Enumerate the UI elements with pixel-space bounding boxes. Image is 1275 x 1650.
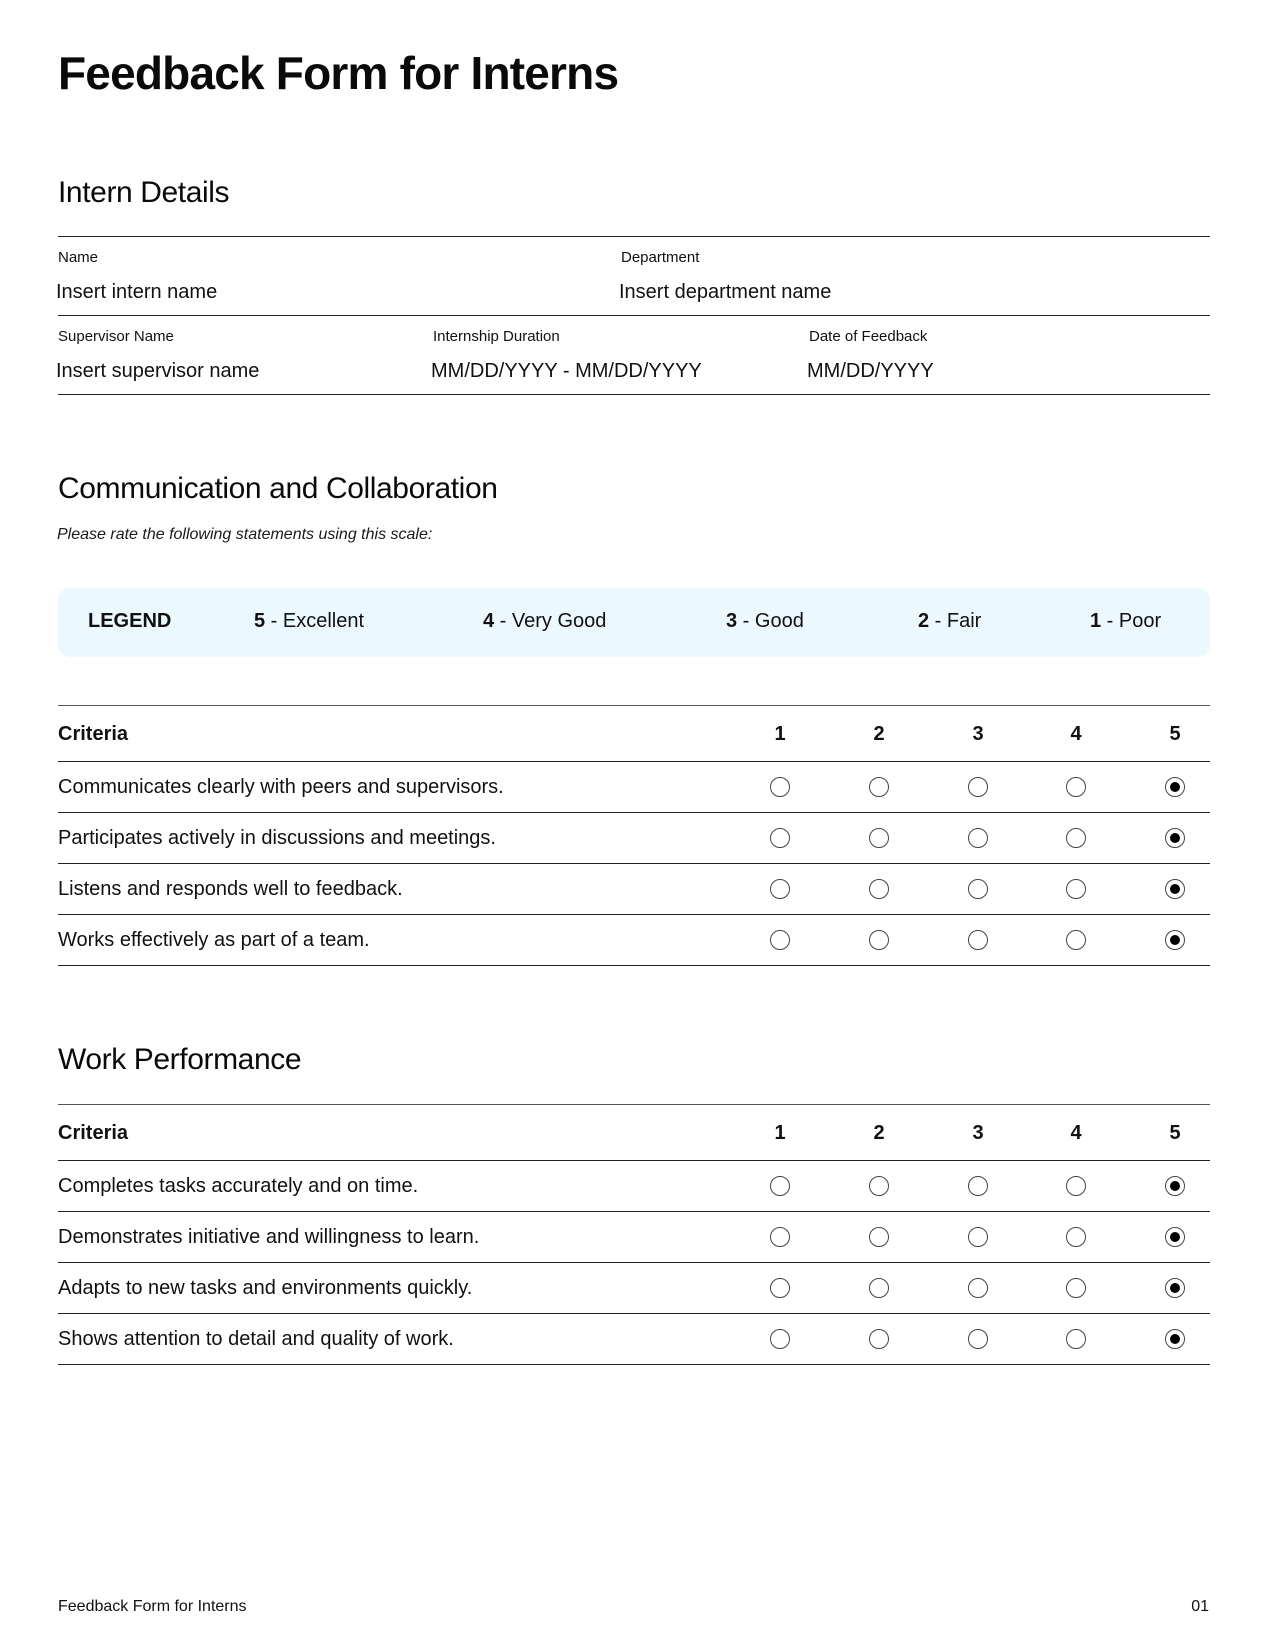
rating-radio-2[interactable] [869, 1227, 889, 1247]
communication-rating-table [58, 705, 1210, 966]
column-header-4: 4 [1070, 1122, 1082, 1144]
rating-radio-1[interactable] [770, 1278, 790, 1298]
rating-radio-4[interactable] [1066, 1278, 1086, 1298]
footer-title: Feedback Form for Interns [58, 1598, 247, 1615]
legend-label: - Fair [929, 610, 982, 632]
rating-radio-5[interactable] [1165, 930, 1185, 950]
rating-instructions: Please rate the following statements using this scale: [57, 526, 433, 543]
column-header-2: 2 [873, 1122, 885, 1144]
table-row [58, 813, 1210, 864]
rating-radio-2[interactable] [869, 879, 889, 899]
rating-radio-3[interactable] [968, 777, 988, 797]
rating-radio-4[interactable] [1066, 1227, 1086, 1247]
date-value[interactable]: MM/DD/YYYY [807, 360, 934, 382]
rating-radio-5[interactable] [1165, 777, 1185, 797]
duration-value[interactable]: MM/DD/YYYY - MM/DD/YYYY [431, 360, 702, 382]
rating-radio-1[interactable] [770, 828, 790, 848]
rating-radio-1[interactable] [770, 1176, 790, 1196]
column-header-5: 5 [1169, 1122, 1181, 1144]
communication-heading: Communication and Collaboration [58, 472, 498, 505]
table-header [58, 1105, 1210, 1161]
rating-radio-5[interactable] [1165, 1278, 1185, 1298]
rating-radio-4[interactable] [1066, 930, 1086, 950]
rating-radio-2[interactable] [869, 828, 889, 848]
work-performance-rating-table [58, 1104, 1210, 1365]
legend-score: 2 [918, 610, 930, 632]
legend-title: LEGEND [88, 610, 172, 632]
intern-details-table [58, 236, 1210, 395]
name-value[interactable]: Insert intern name [56, 281, 218, 303]
criteria-header: Criteria [58, 1122, 129, 1144]
legend-score: 3 [726, 610, 738, 632]
table-row [58, 1161, 1210, 1212]
rating-radio-2[interactable] [869, 1176, 889, 1196]
rating-radio-2[interactable] [869, 1329, 889, 1349]
table-row [58, 915, 1210, 966]
rating-radio-2[interactable] [869, 1278, 889, 1298]
table-row [58, 762, 1210, 813]
criterion-text: Demonstrates initiative and willingness to learn. [58, 1226, 480, 1248]
rating-radio-5[interactable] [1165, 1329, 1185, 1349]
legend-item-2 [918, 610, 981, 633]
rating-radio-3[interactable] [968, 1278, 988, 1298]
rating-radio-4[interactable] [1066, 1329, 1086, 1349]
rating-radio-5[interactable] [1165, 828, 1185, 848]
supervisor-value[interactable]: Insert supervisor name [56, 360, 260, 382]
legend-label: - Poor [1101, 610, 1162, 632]
rating-radio-1[interactable] [770, 1227, 790, 1247]
criterion-text: Listens and responds well to feedback. [58, 878, 403, 900]
criterion-text: Adapts to new tasks and environments quickly. [58, 1277, 473, 1299]
table-row [58, 1263, 1210, 1314]
column-header-5: 5 [1169, 723, 1181, 745]
table-row [58, 1314, 1210, 1365]
rating-radio-3[interactable] [968, 1329, 988, 1349]
legend-item-4 [483, 610, 606, 633]
rating-radio-4[interactable] [1066, 828, 1086, 848]
intern-details-heading: Intern Details [58, 176, 230, 209]
rating-radio-1[interactable] [770, 930, 790, 950]
rating-radio-1[interactable] [770, 777, 790, 797]
criterion-text: Works effectively as part of a team. [58, 929, 370, 951]
criteria-header: Criteria [58, 723, 129, 745]
table-row [58, 864, 1210, 915]
department-label: Department [621, 249, 700, 266]
legend-item-3 [726, 610, 804, 633]
legend-item-1 [1090, 610, 1161, 633]
legend-score: 4 [483, 610, 495, 632]
duration-label: Internship Duration [433, 328, 560, 345]
legend-score: 1 [1090, 610, 1102, 632]
column-header-1: 1 [774, 723, 786, 745]
rating-radio-5[interactable] [1165, 1176, 1185, 1196]
legend-label: - Good [737, 610, 804, 632]
rating-radio-4[interactable] [1066, 879, 1086, 899]
department-value[interactable]: Insert department name [619, 281, 832, 303]
table-row [58, 1212, 1210, 1263]
rating-radio-3[interactable] [968, 1227, 988, 1247]
legend-label: - Excellent [265, 610, 365, 632]
name-label: Name [58, 249, 99, 266]
rating-radio-2[interactable] [869, 930, 889, 950]
rating-radio-1[interactable] [770, 1329, 790, 1349]
column-header-4: 4 [1070, 723, 1082, 745]
document-title: Feedback Form for Interns [58, 47, 619, 99]
rating-radio-5[interactable] [1165, 879, 1185, 899]
legend-label: - Very Good [494, 610, 607, 632]
legend-item-5 [254, 610, 364, 633]
criterion-text: Shows attention to detail and quality of work. [58, 1328, 454, 1350]
rating-radio-3[interactable] [968, 828, 988, 848]
rating-radio-3[interactable] [968, 1176, 988, 1196]
details-row-2 [58, 316, 1210, 395]
rating-radio-1[interactable] [770, 879, 790, 899]
work-performance-heading: Work Performance [58, 1043, 302, 1076]
rating-radio-5[interactable] [1165, 1227, 1185, 1247]
rating-radio-3[interactable] [968, 879, 988, 899]
criterion-text: Participates actively in discussions and meetings. [58, 827, 496, 849]
details-row-1 [58, 237, 1210, 316]
supervisor-label: Supervisor Name [58, 328, 174, 345]
column-header-3: 3 [972, 1122, 984, 1144]
rating-legend [58, 588, 1210, 657]
rating-radio-2[interactable] [869, 777, 889, 797]
page-number: 01 [1191, 1598, 1209, 1615]
criterion-text: Communicates clearly with peers and supervisors. [58, 776, 504, 798]
column-header-2: 2 [873, 723, 885, 745]
rating-radio-3[interactable] [968, 930, 988, 950]
column-header-3: 3 [972, 723, 984, 745]
criterion-text: Completes tasks accurately and on time. [58, 1175, 419, 1197]
table-header [58, 706, 1210, 762]
rating-radio-4[interactable] [1066, 777, 1086, 797]
legend-score: 5 [254, 610, 266, 632]
date-label: Date of Feedback [809, 328, 928, 345]
rating-radio-4[interactable] [1066, 1176, 1086, 1196]
column-header-1: 1 [774, 1122, 786, 1144]
